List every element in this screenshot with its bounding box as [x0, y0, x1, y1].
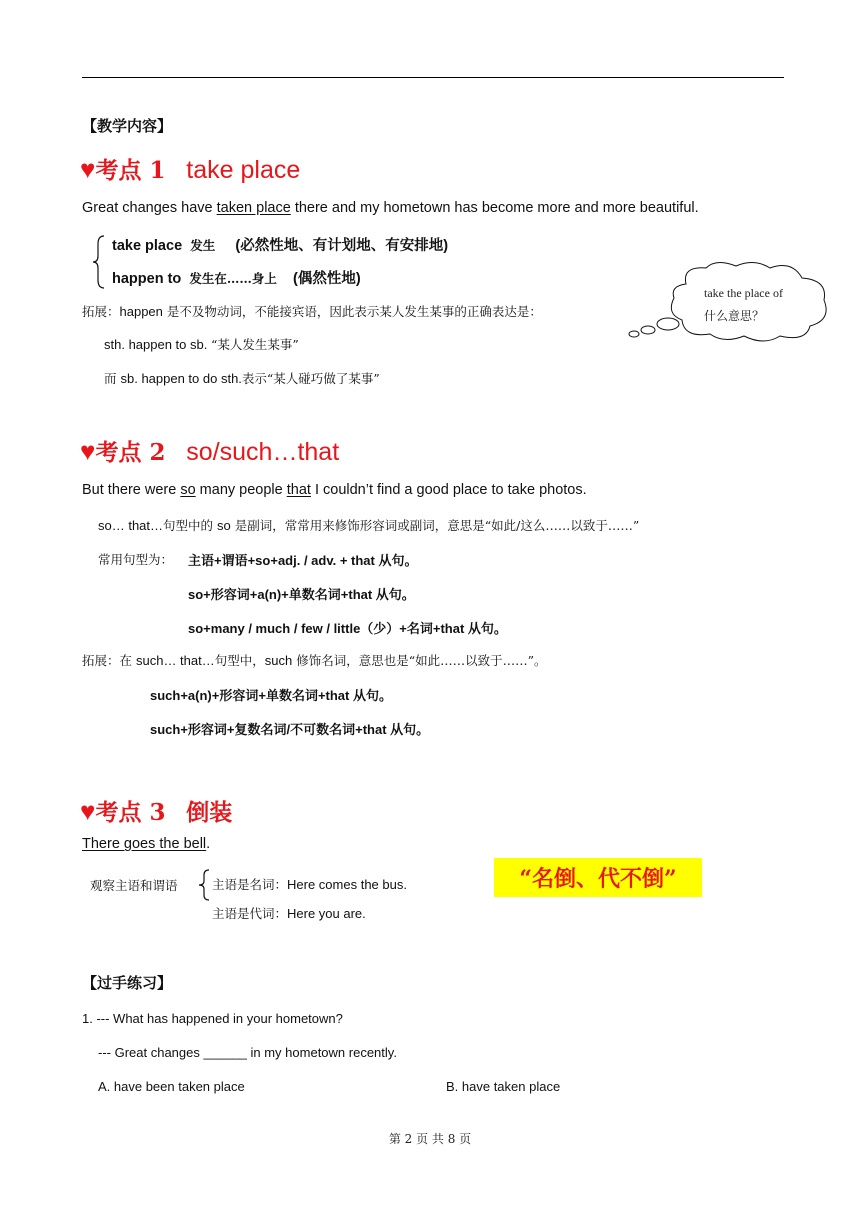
point1-label: 考点 1: [95, 157, 166, 184]
bubble-line2: 什么意思？: [704, 309, 765, 323]
heart-icon: ♥: [80, 796, 96, 826]
page-footer: 第 2 页 共 8 页: [388, 1132, 472, 1146]
point1-example: Great changes have taken place there and my hometown has become more and more beautiful.: [82, 200, 699, 216]
point2-explanation: so… that…句型中的 so 是副词，常常用来修饰形容词或副词，意思是“如此/这么……以致于……”: [98, 518, 640, 533]
point1-def2: happen to 发生在……身上 (偶然性地): [112, 271, 361, 287]
point2-extension: 拓展：在 such… that…句型中，such 修饰名词，意思也是“如此……以致于……”。: [82, 653, 547, 668]
observe-label: 观察主语和谓语: [90, 878, 178, 893]
bubble-line1: take the place of: [704, 286, 783, 300]
rule-highlight: “名倒、代不倒”: [494, 858, 702, 897]
point3-example: There goes the bell.: [82, 836, 211, 852]
option-a: A. have been taken place: [98, 1079, 245, 1094]
point1-heading: [80, 152, 300, 185]
answer-blank: ______: [203, 1045, 247, 1060]
question-1: 1. --- What has happened in your hometown?: [82, 1011, 343, 1026]
pattern-item: 主语+谓语+so+adj. / adv. + that 从句。: [188, 553, 418, 568]
header-rule: [82, 77, 784, 78]
point3-heading: [80, 794, 232, 827]
point1-title: take place: [186, 156, 301, 184]
option-b: B. have taken place: [446, 1079, 561, 1094]
point2-title: so/such…that: [186, 438, 340, 466]
point2-example: But there were so many people that I couldn’t find a good place to take photos.: [82, 482, 587, 498]
point1-line1: sth. happen to sb. “某人发生某事”: [104, 337, 299, 352]
brace-icon: [92, 234, 108, 290]
case-pronoun: 主语是代词：Here you are.: [212, 906, 366, 921]
heart-icon: ♥: [80, 436, 96, 466]
point3-label: 考点 3: [95, 799, 166, 826]
ext-pattern-item: such+a(n)+形容词+单数名词+that 从句。: [150, 688, 392, 703]
patterns-label: 常用句型为：: [98, 552, 174, 567]
point1-extension: 拓展：happen 是不及物动词，不能接宾语，因此表示某人发生某事的正确表达是：: [82, 304, 542, 319]
underlined-phrase: taken place: [216, 200, 291, 216]
pattern-item: so+many / much / few / little（少）+名词+that 从句。: [188, 621, 507, 636]
point1-def1: take place 发生 (必然性地、有计划地、有安排地): [112, 238, 449, 254]
heart-icon: ♥: [80, 154, 96, 184]
case-noun: 主语是名词：Here comes the bus.: [212, 877, 407, 892]
practice-label: 【过手练习】: [82, 974, 173, 992]
point2-label: 考点 2: [95, 439, 166, 466]
point2-heading: [80, 434, 339, 467]
point1-line2: 而 sb. happen to do sth.表示“某人碰巧做了某事”: [104, 371, 380, 386]
brace-icon: [198, 868, 212, 902]
question-1-answer: --- Great changes ______ in my hometown recently.: [98, 1045, 397, 1060]
point3-title: 倒装: [186, 799, 233, 826]
pattern-item: so+形容词+a(n)+单数名词+that 从句。: [188, 587, 415, 602]
section-content-label: 【教学内容】: [82, 117, 173, 135]
ext-pattern-item: such+形容词+复数名词/不可数名词+that 从句。: [150, 722, 430, 737]
